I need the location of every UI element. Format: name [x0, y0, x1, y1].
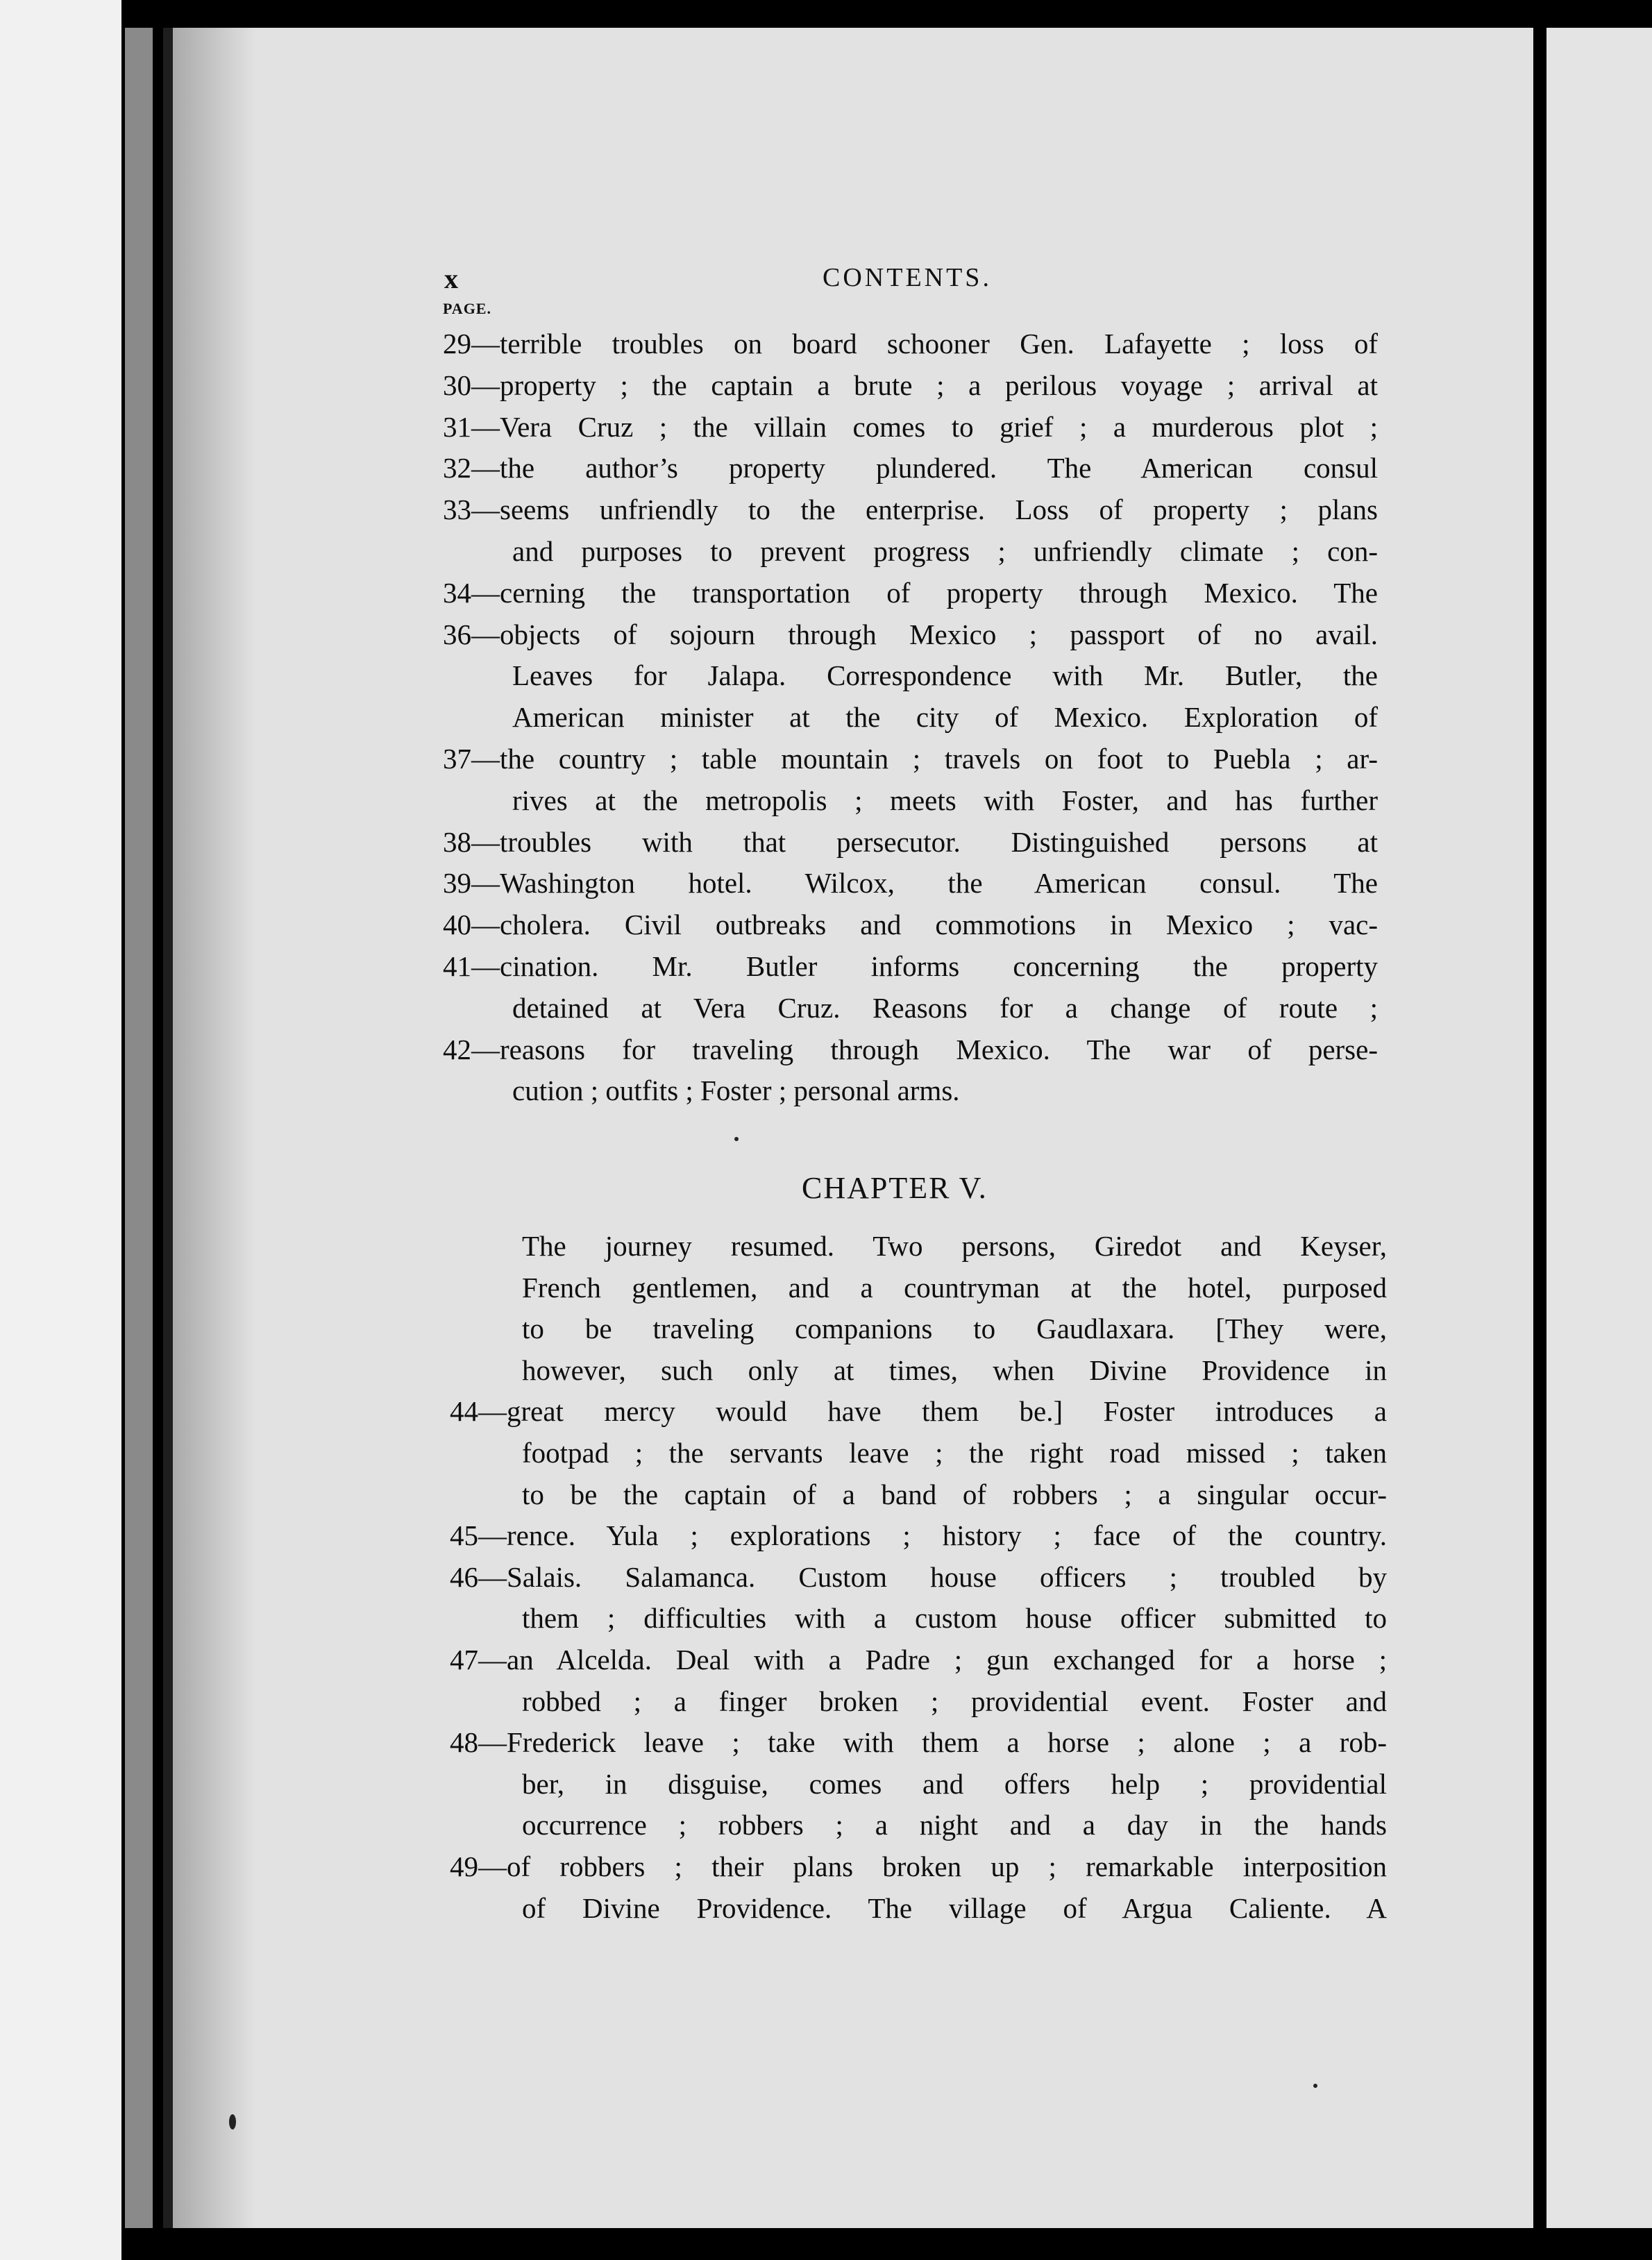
contents-line: 29—terrible troubles on board schooner Gen. Lafayette ; loss of — [443, 328, 1378, 360]
contents-line: 33—seems unfriendly to the enterprise. Loss of property ; plans — [443, 494, 1378, 526]
contents-line: 30—property ; the captain a brute ; a perilous voyage ; arrival at — [443, 369, 1378, 401]
contents-line: detained at Vera Cruz. Reasons for a change of route ; — [512, 991, 1378, 1024]
page-gutter-shadow — [173, 28, 256, 2228]
contents-line: 42—reasons for traveling through Mexico. The war of perse- — [443, 1033, 1378, 1065]
contents-line: 41—cination. Mr. Butler informs concerning the property — [443, 950, 1378, 982]
scan-speck — [1313, 2084, 1317, 2088]
contents-line: 40—cholera. Civil outbreaks and commotions in Mexico ; vac- — [443, 909, 1378, 941]
contents-line: 34—cerning the transportation of property through Mexico. The — [443, 576, 1378, 609]
page-number: x — [444, 263, 458, 294]
chapter-heading: CHAPTER V. — [802, 1171, 988, 1205]
running-header: CONTENTS. — [823, 263, 992, 292]
contents-line: 37—the country ; table mountain ; travels on foot to Puebla ; ar- — [443, 743, 1378, 775]
scan-speck — [734, 1137, 739, 1141]
contents-line: them ; difficulties with a custom house officer submitted to — [522, 1602, 1387, 1635]
contents-line: rives at the metropolis ; meets with Foster, and has further — [512, 784, 1378, 816]
contents-line: 46—Salais. Salamanca. Custom house officers ; troubled by — [450, 1560, 1387, 1593]
contents-line: to be the captain of a band of robbers ; a singular occur- — [522, 1478, 1387, 1510]
contents-line: The journey resumed. Two persons, Giredot and Keyser, — [522, 1230, 1387, 1262]
contents-line: robbed ; a finger broken ; providential event. Foster and — [522, 1685, 1387, 1717]
adjacent-page — [1546, 28, 1652, 2228]
contents-line: and purposes to prevent progress ; unfriendly climate ; con- — [512, 535, 1378, 567]
contents-line: 44—great mercy would have them be.] Foster introduces a — [450, 1395, 1387, 1428]
contents-line: 47—an Alcelda. Deal with a Padre ; gun exchanged for a horse ; — [450, 1644, 1387, 1676]
contents-line: Leaves for Jalapa. Correspondence with Mr. Butler, the — [512, 659, 1378, 692]
contents-line: 49—of robbers ; their plans broken up ; remarkable interposition — [450, 1850, 1387, 1882]
contents-line: occurrence ; robbers ; a night and a day in the hands — [522, 1809, 1387, 1841]
contents-line: to be traveling companions to Gaudlaxara. [They were, — [522, 1313, 1387, 1345]
contents-line: 36—objects of sojourn through Mexico ; passport of no avail. — [443, 618, 1378, 650]
contents-line: footpad ; the servants leave ; the right road missed ; taken — [522, 1437, 1387, 1469]
contents-line: 31—Vera Cruz ; the villain comes to grief ; a murderous plot ; — [443, 410, 1378, 443]
contents-line: 38—troubles with that persecutor. Distinguished persons at — [443, 825, 1378, 858]
contents-line: of Divine Providence. The village of Argua Caliente. A — [522, 1891, 1387, 1924]
page-edge — [125, 28, 153, 2228]
scan-left-margin — [0, 0, 121, 2260]
contents-line: French gentlemen, and a countryman at the hotel, purposed — [522, 1271, 1387, 1304]
contents-line: however, such only at times, when Divine Providence in — [522, 1354, 1387, 1386]
contents-line: 39—Washington hotel. Wilcox, the American consul. The — [443, 867, 1378, 900]
scan-speck — [229, 2114, 236, 2130]
contents-line: 32—the author’s property plundered. The American consul — [443, 452, 1378, 484]
contents-line: ber, in disguise, comes and offers help ; providential — [522, 1767, 1387, 1800]
contents-line: cution ; outfits ; Foster ; personal arms. — [512, 1074, 960, 1107]
contents-line: 45—rence. Yula ; explorations ; history ; face of the country. — [450, 1519, 1387, 1552]
page-column-label: PAGE. — [443, 300, 491, 317]
contents-line: American minister at the city of Mexico. Exploration of — [512, 701, 1378, 734]
contents-line: 48—Frederick leave ; take with them a horse ; alone ; a rob- — [450, 1726, 1387, 1759]
